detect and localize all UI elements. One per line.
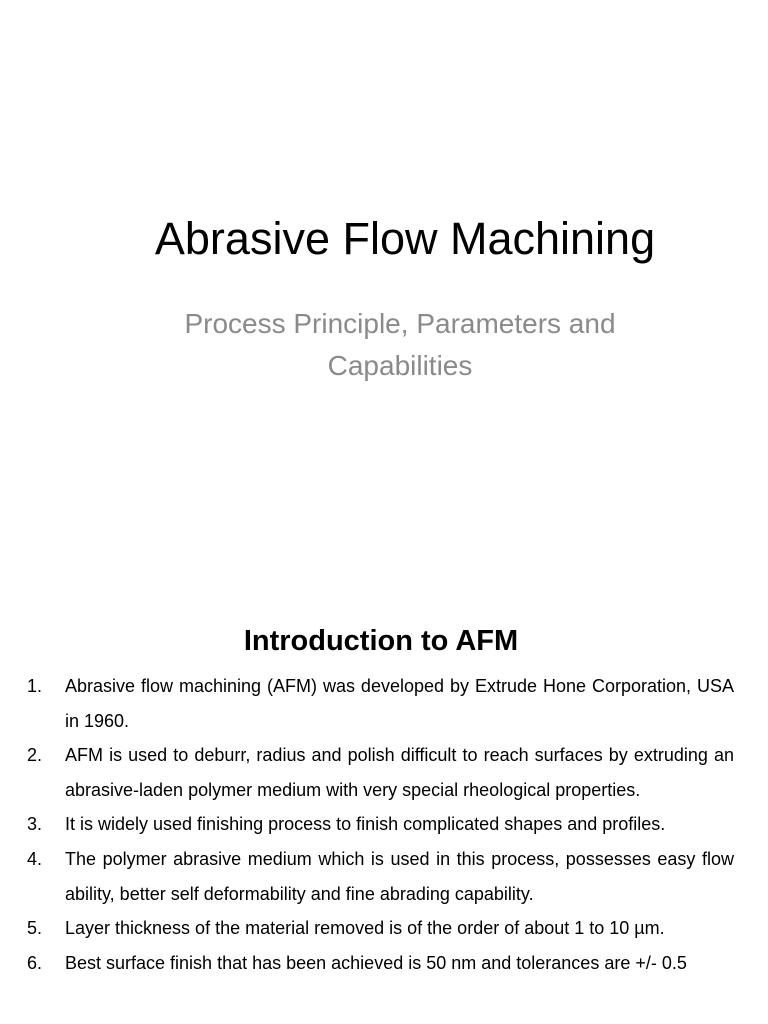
list-item-number: 1. (27, 676, 43, 696)
section-heading: Introduction to AFM (243, 625, 519, 657)
list-item (0, 842, 768, 911)
list-item-text: It is widely used finishing process to finish complicated shapes and profiles. (65, 814, 666, 835)
intro-point-list (0, 669, 768, 980)
list-item-text: Abrasive flow machining (AFM) was developed by Extrude Hone Corporation, USA in 1960. (65, 676, 734, 731)
list-item-number: 6. (27, 952, 43, 973)
list-item (0, 946, 768, 981)
list-item-number: 4. (27, 848, 43, 869)
list-item-number: 3. (27, 814, 43, 835)
list-item-number: 5. (27, 918, 43, 939)
list-item-text: Layer thickness of the material removed is of the order of about 1 to 10 µm. (65, 918, 665, 939)
slide-subtitle: Process Principle, Parameters and Capabilities (184, 308, 616, 381)
list-item (0, 911, 768, 946)
list-item-text: Best surface finish that has been achieved is 50 nm and tolerances are +/- 0.5 (65, 952, 687, 973)
slide-title: Abrasive Flow Machining (154, 213, 656, 264)
intro-page (0, 576, 768, 1024)
list-item (0, 807, 768, 842)
list-item-text: The polymer abrasive medium which is used in this process, possesses easy flow ability, better self deformability and fine abrading capability. (65, 848, 734, 904)
list-item (0, 669, 768, 738)
list-item-text: AFM is used to deburr, radius and polish difficult to reach surfaces by extruding an abrasive-laden polymer medium with very special rheological properties. (65, 745, 734, 800)
list-item-number: 2. (27, 745, 43, 766)
list-item (0, 738, 768, 807)
